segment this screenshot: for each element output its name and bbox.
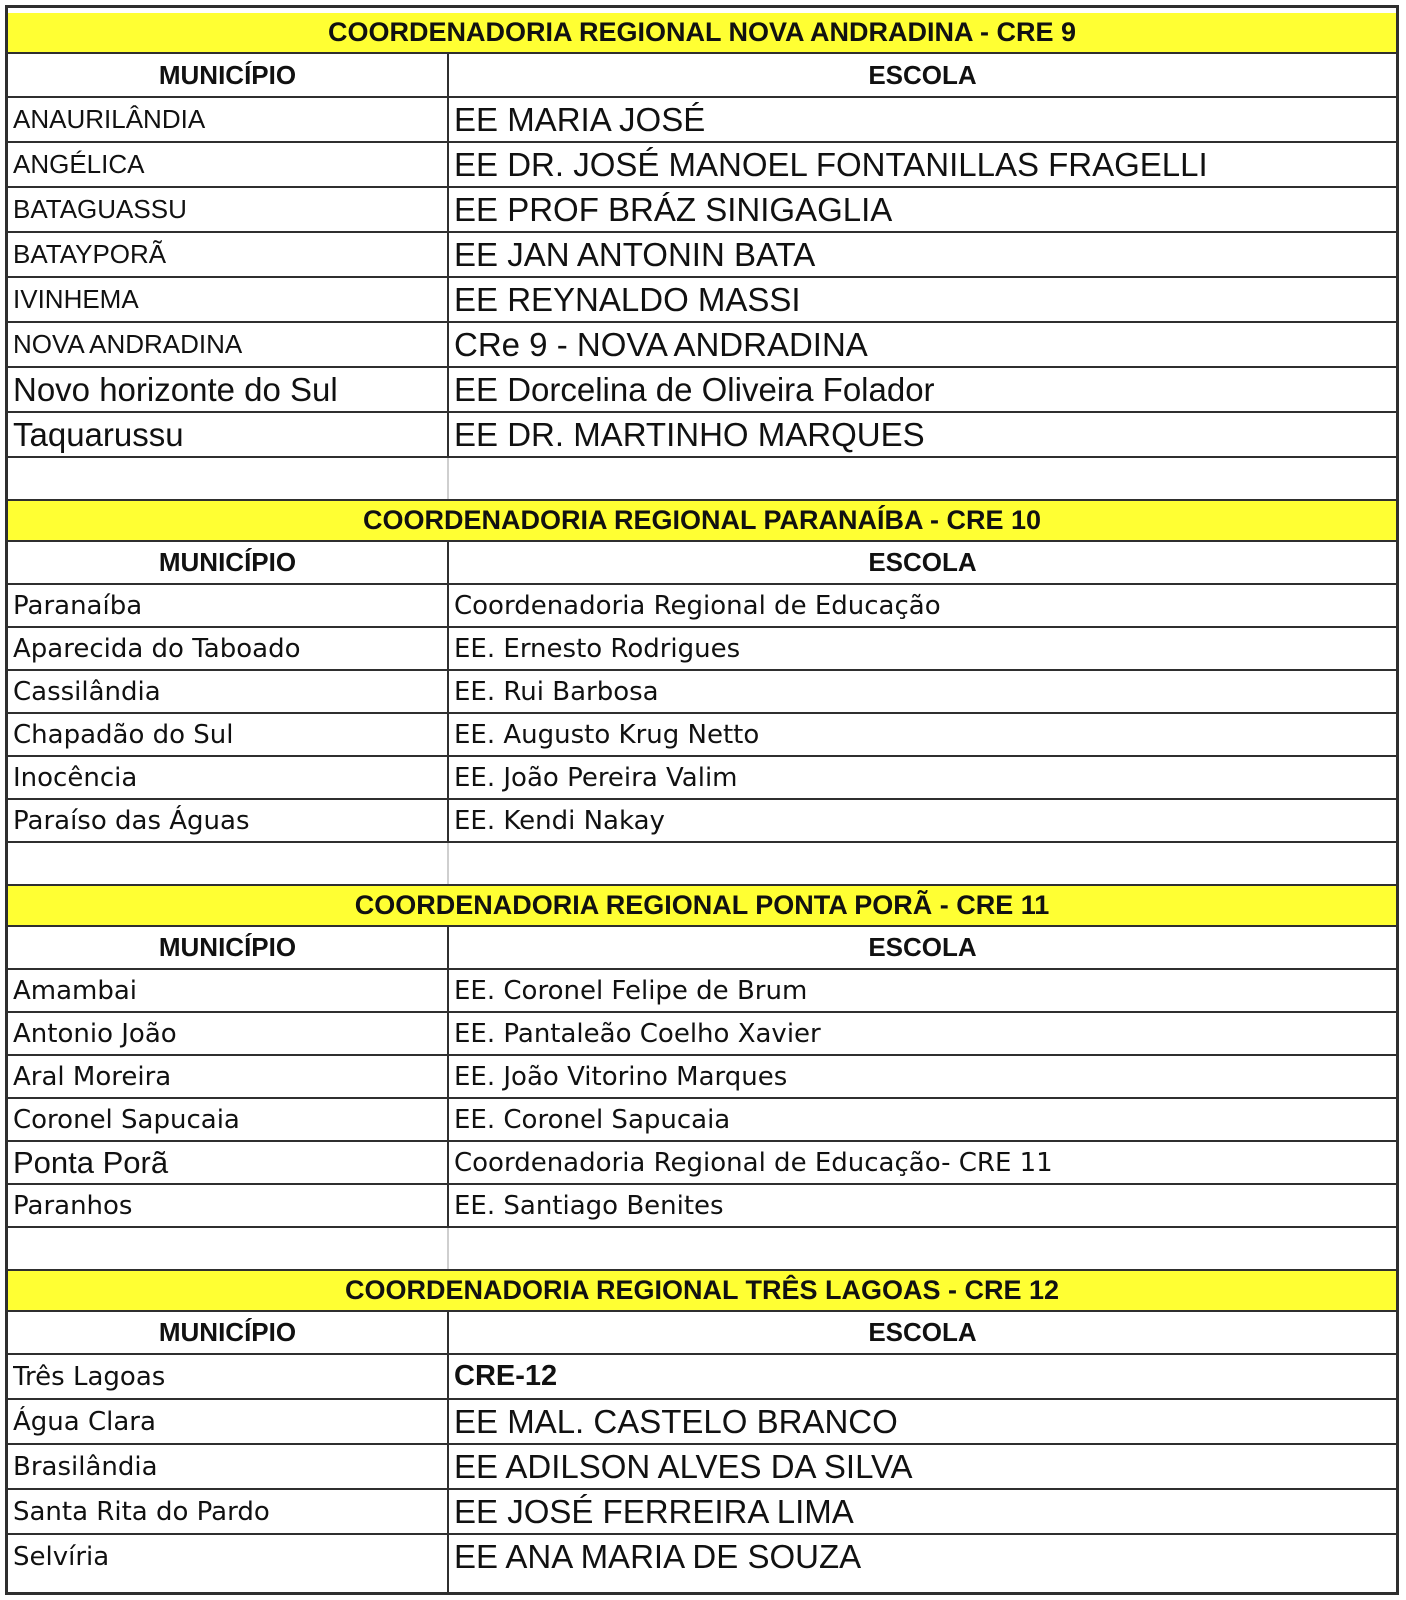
region-title-cre-12: COORDENADORIA REGIONAL TRÊS LAGOAS - CRE 12 bbox=[8, 1271, 1396, 1310]
escola-cell: EE DR. MARTINHO MARQUES bbox=[454, 415, 925, 453]
municipio-cell: Ponta Porã bbox=[13, 1144, 169, 1180]
column-divider bbox=[447, 540, 449, 841]
escola-cell: EE PROF BRÁZ SINIGAGLIA bbox=[454, 190, 893, 228]
escola-cell: Coordenadoria Regional de Educação- CRE 11 bbox=[454, 1147, 1053, 1178]
municipio-cell: ANAURILÂNDIA bbox=[13, 104, 206, 134]
escola-cell: EE. Santiago Benites bbox=[454, 1190, 724, 1221]
escola-cell: EE MAL. CASTELO BRANCO bbox=[454, 1402, 898, 1440]
escola-cell: EE JOSÉ FERREIRA LIMA bbox=[454, 1492, 854, 1530]
municipio-cell: Chapadão do Sul bbox=[13, 719, 234, 750]
region-title-cre-9: COORDENADORIA REGIONAL NOVA ANDRADINA - CRE 9 bbox=[8, 13, 1396, 52]
column-header-escola: ESCOLA bbox=[868, 59, 977, 90]
municipio-cell: IVINHEMA bbox=[13, 284, 139, 314]
column-divider bbox=[447, 1310, 449, 1592]
row-divider bbox=[8, 456, 1396, 458]
escola-cell: EE. Coronel Felipe de Brum bbox=[454, 975, 808, 1006]
municipio-cell: Aparecida do Taboado bbox=[13, 633, 301, 664]
escola-cell: EE. João Pereira Valim bbox=[454, 762, 738, 793]
escola-cell: EE DR. JOSÉ MANOEL FONTANILLAS FRAGELLI bbox=[454, 145, 1208, 183]
municipio-cell: Antonio João bbox=[13, 1018, 177, 1049]
column-header-escola: ESCOLA bbox=[868, 547, 977, 577]
row-divider bbox=[8, 1226, 1396, 1228]
municipio-cell: Água Clara bbox=[13, 1406, 156, 1437]
column-divider bbox=[447, 52, 449, 456]
escola-cell: CRe 9 - NOVA ANDRADINA bbox=[454, 325, 868, 363]
escola-cell: EE. Pantaleão Coelho Xavier bbox=[454, 1018, 821, 1049]
escola-cell: EE Dorcelina de Oliveira Folador bbox=[454, 370, 935, 408]
column-divider-spacer bbox=[447, 1228, 449, 1269]
municipio-cell: Brasilândia bbox=[13, 1451, 158, 1482]
column-header-municipio: MUNICÍPIO bbox=[158, 932, 297, 962]
column-header-municipio: MUNICÍPIO bbox=[158, 547, 297, 577]
column-header-escola: ESCOLA bbox=[868, 1317, 977, 1347]
escola-cell: EE. Kendi Nakay bbox=[454, 805, 665, 836]
municipio-cell: Três Lagoas bbox=[13, 1361, 166, 1392]
municipio-cell: BATAGUASSU bbox=[13, 194, 187, 224]
column-header-municipio: MUNICÍPIO bbox=[158, 59, 297, 90]
escola-cell: EE ANA MARIA DE SOUZA bbox=[454, 1537, 862, 1575]
column-header-escola: ESCOLA bbox=[868, 932, 977, 962]
municipio-cell: NOVA ANDRADINA bbox=[13, 329, 243, 359]
column-divider-spacer bbox=[447, 458, 449, 499]
municipio-cell: Paraíso das Águas bbox=[13, 805, 250, 836]
escola-cell: CRE-12 bbox=[454, 1360, 558, 1392]
escola-cell: EE JAN ANTONIN BATA bbox=[454, 235, 816, 273]
municipio-cell: Paranhos bbox=[13, 1190, 133, 1221]
region-title-cre-11: COORDENADORIA REGIONAL PONTA PORÃ - CRE 11 bbox=[8, 886, 1396, 925]
municipio-cell: Amambai bbox=[13, 975, 138, 1006]
escola-cell: Coordenadoria Regional de Educação bbox=[454, 590, 941, 621]
column-header-municipio: MUNICÍPIO bbox=[158, 1317, 297, 1347]
escola-cell: EE. Rui Barbosa bbox=[454, 676, 659, 707]
municipio-cell: Taquarussu bbox=[13, 415, 184, 453]
municipio-cell: Paranaíba bbox=[13, 590, 143, 621]
escola-cell: EE MARIA JOSÉ bbox=[454, 100, 706, 138]
escola-cell: EE ADILSON ALVES DA SILVA bbox=[454, 1447, 913, 1485]
municipio-cell: BATAYPORÃ bbox=[13, 239, 167, 269]
escola-cell: EE. Ernesto Rodrigues bbox=[454, 633, 741, 664]
region-title-cre-10: COORDENADORIA REGIONAL PARANAÍBA - CRE 10 bbox=[8, 501, 1396, 540]
schools-table-sheet bbox=[5, 5, 1399, 1595]
escola-cell: EE REYNALDO MASSI bbox=[454, 280, 801, 318]
column-divider-spacer bbox=[447, 843, 449, 884]
municipio-cell: Selvíria bbox=[13, 1541, 110, 1572]
municipio-cell: Aral Moreira bbox=[13, 1061, 172, 1092]
column-divider bbox=[447, 925, 449, 1226]
escola-cell: EE. Augusto Krug Netto bbox=[454, 719, 760, 750]
escola-cell: EE. João Vitorino Marques bbox=[454, 1061, 788, 1092]
municipio-cell: Coronel Sapucaia bbox=[13, 1104, 240, 1135]
municipio-cell: Inocência bbox=[13, 762, 138, 793]
escola-cell: EE. Coronel Sapucaia bbox=[454, 1104, 731, 1135]
municipio-cell: Cassilândia bbox=[13, 676, 161, 707]
municipio-cell: Novo horizonte do Sul bbox=[13, 370, 338, 408]
row-divider bbox=[8, 841, 1396, 843]
municipio-cell: Santa Rita do Pardo bbox=[13, 1496, 270, 1527]
municipio-cell: ANGÉLICA bbox=[13, 149, 145, 179]
